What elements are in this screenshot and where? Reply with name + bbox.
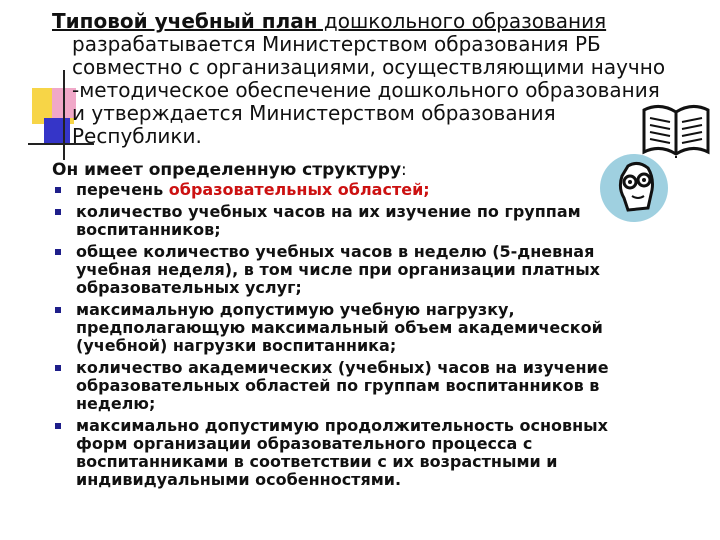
list-item [52,243,652,297]
structure-list [52,181,652,493]
item-text: количество академических (учебных) часов на изучение образовательных областей по группам воспитанников в неделю; [76,358,609,413]
item-text: общее количество учебных часов в неделю (5-дневная учебная неделя), в том числе при организации платных образовательных услуг; [76,242,600,297]
bullet-icon [55,209,61,215]
list-item [52,301,652,355]
list-item [52,417,652,489]
bullet-icon [55,365,61,371]
intro-bold: Он имеет определенную структуру [52,160,402,180]
list-item [52,203,652,239]
title-line: -методическое обеспечение дошкольного образования [72,78,660,102]
item-text: максимально допустимую продолжительность основных форм организации образовательного процесса с воспитанниками в соответствии с их возрастными и индивидуальными особенностями. [76,416,608,489]
item-text: количество учебных часов на их изучение по группам воспитанников; [76,202,581,239]
intro-colon: : [401,160,407,180]
title-bold-term: Типовой учебный план [52,9,318,33]
list-item [52,359,652,413]
book-icon [640,100,712,160]
title-rest: дошкольного образования [317,9,607,33]
title-first-line [52,10,692,33]
list-item [52,181,652,199]
item-red-text: образовательных областей; [168,180,430,199]
item-text: максимальную допустимую учебную нагрузку, предполагающую максимальный объем академической (учебной) нагрузки воспитанника; [76,300,603,355]
bullet-icon [55,307,61,313]
title-line: совместно с организациями, осуществляющими научно [72,55,666,79]
bullet-icon [55,249,61,255]
bullet-icon [55,187,61,193]
title-line: и утверждается Министерством образования [72,101,556,125]
bullet-icon [55,423,61,429]
structure-intro [52,160,672,180]
title-line: Республики. [72,124,202,148]
item-bold-text: перечень [76,180,169,199]
title-line: разрабатывается Министерством образования РБ [72,32,601,56]
person-icon [598,152,670,224]
slide-title [52,10,692,148]
